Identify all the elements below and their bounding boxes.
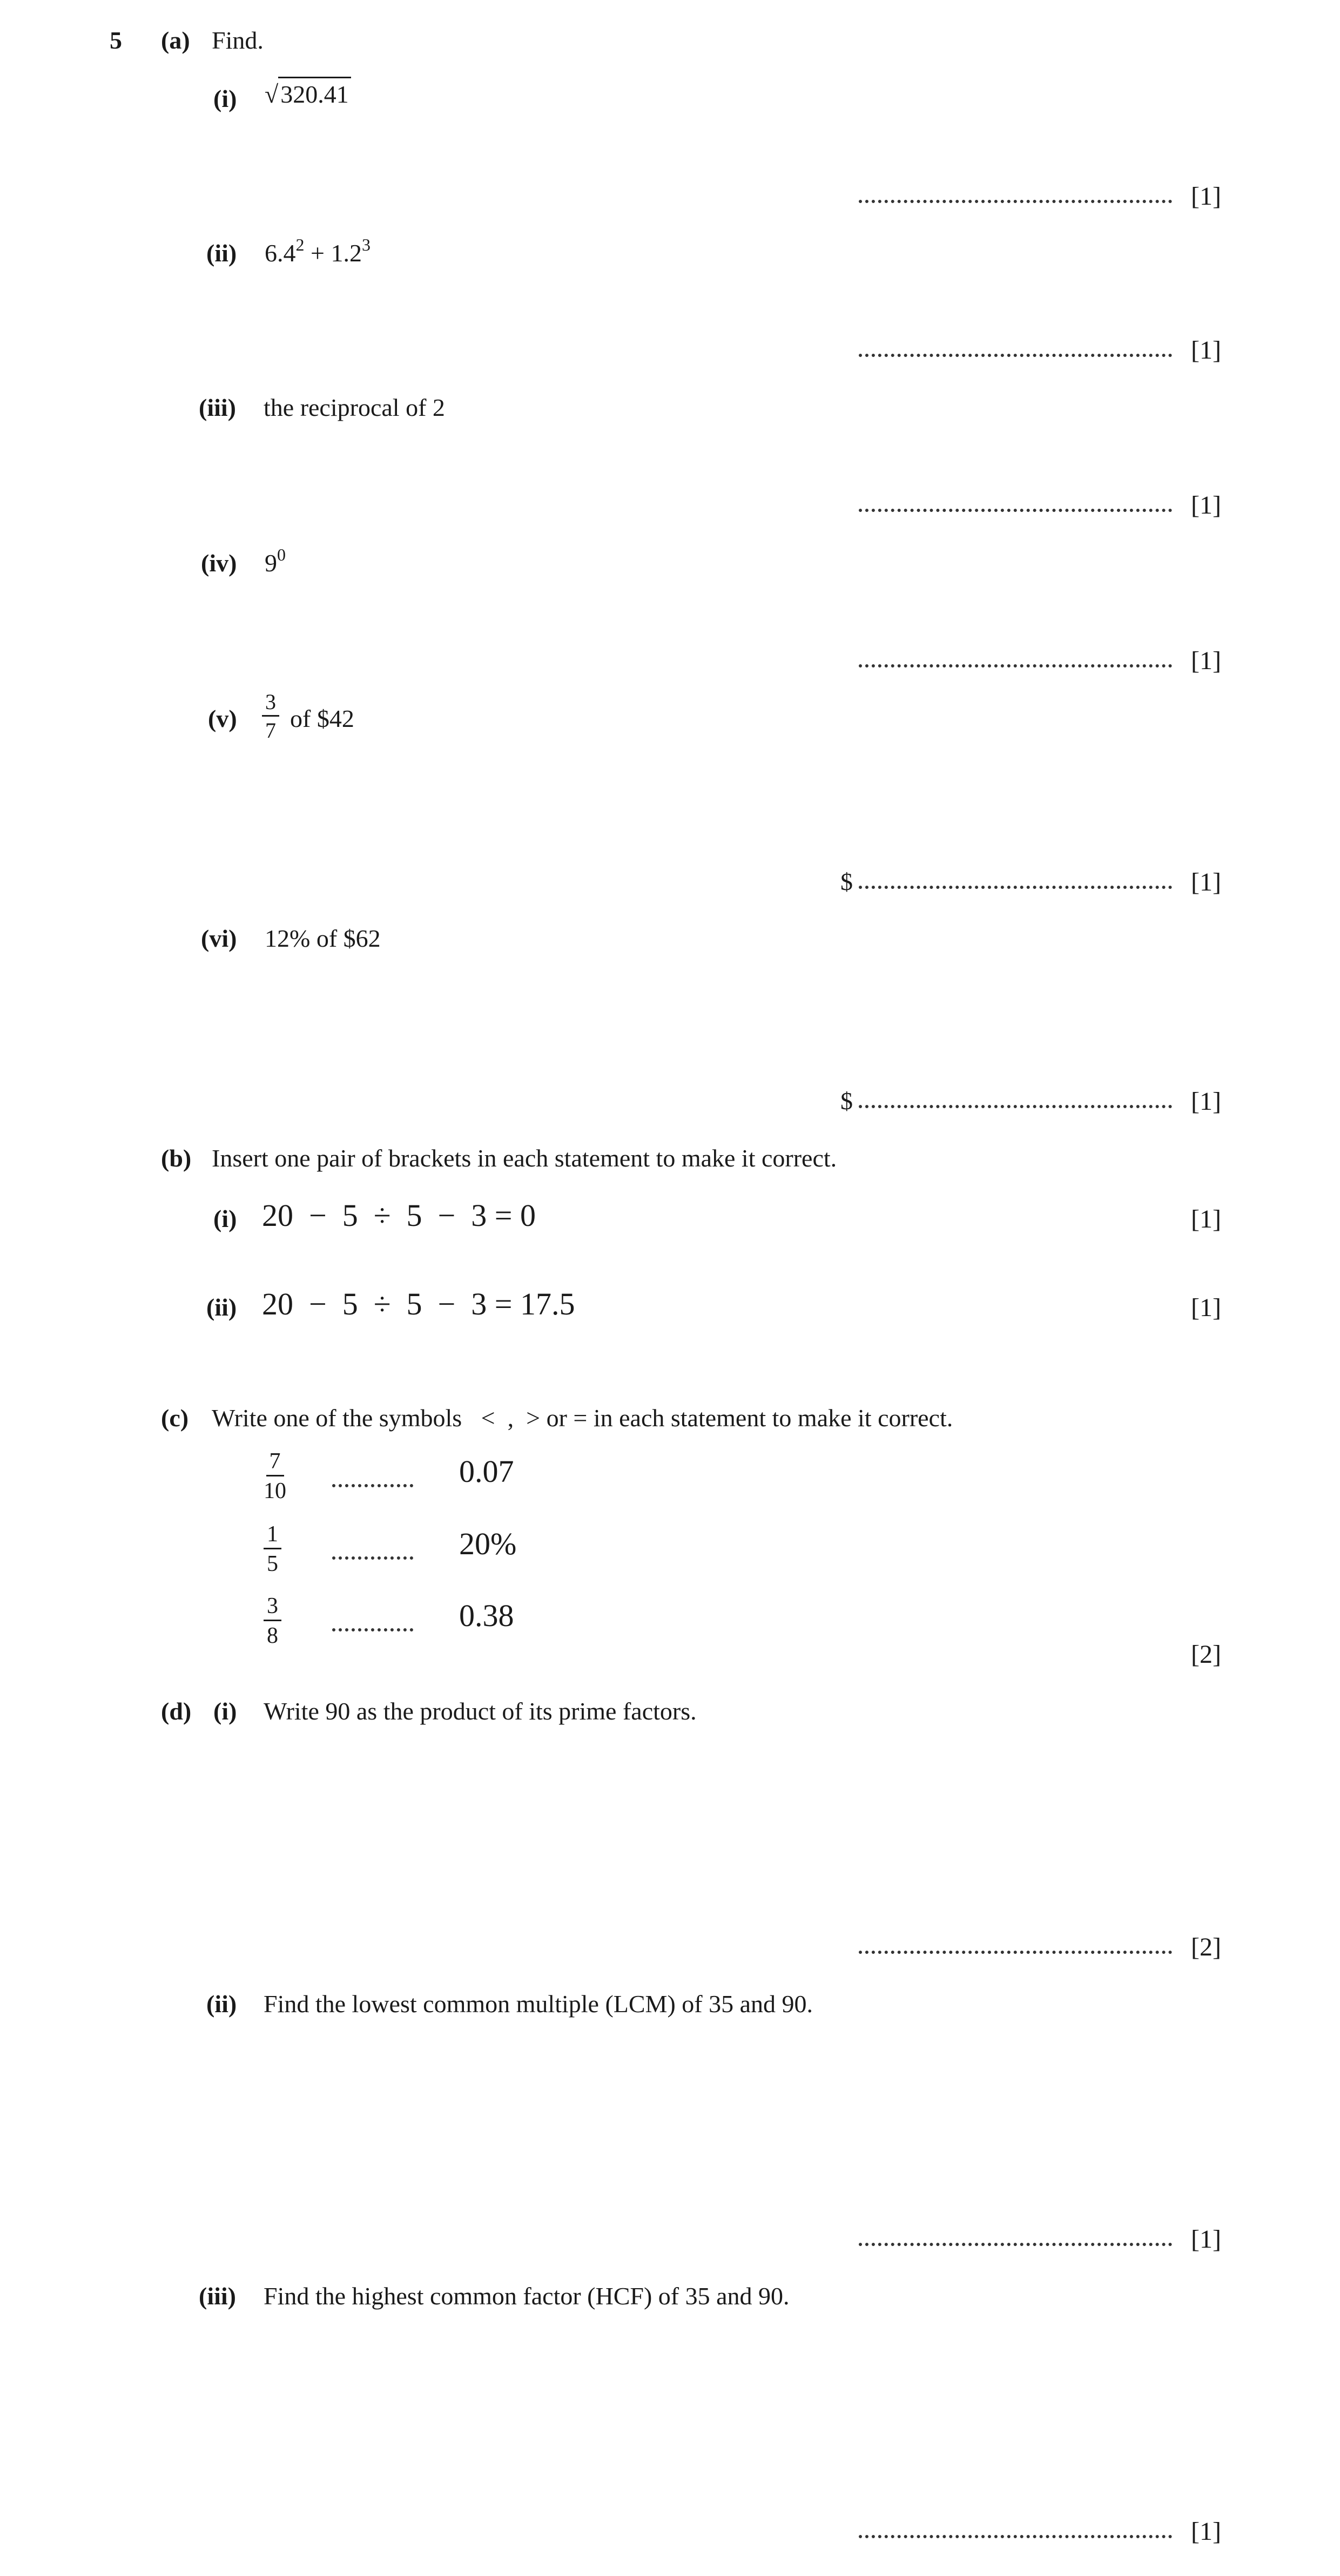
b-i-mark: [1]	[1191, 1205, 1221, 1233]
d-iii-answer-line[interactable]	[859, 2535, 1172, 2538]
a-iv-expression: $9^0$	[265, 545, 286, 577]
d-iii-label: (iii)	[199, 2282, 236, 2310]
d-ii-mark: [1]	[1191, 2225, 1221, 2254]
a-v-currency: $	[840, 868, 853, 895]
a-v-label: (v)	[208, 705, 237, 732]
a-vi-text: 12% of $62	[265, 925, 381, 952]
part-b-label: (b)	[161, 1144, 192, 1172]
a-ii-label: (ii)	[206, 239, 237, 267]
a-v-answer-line[interactable]	[859, 886, 1172, 889]
c-row1-fraction: $\frac{7}{10}$	[264, 1449, 286, 1503]
a-vi-label: (vi)	[201, 925, 237, 952]
a-i-mark: [1]	[1191, 182, 1221, 211]
a-i-label: (i)	[213, 85, 237, 112]
part-c-label: (c)	[161, 1404, 189, 1432]
c-row2-fraction: $\frac{1}{5}$	[264, 1523, 281, 1575]
symbols-list: < , >	[481, 1404, 541, 1432]
a-iii-answer-line[interactable]	[859, 509, 1172, 512]
d-i-answer-line[interactable]	[859, 1951, 1172, 1954]
a-v-text: of $42	[290, 705, 354, 732]
part-a-prompt: Find.	[212, 26, 264, 54]
question-number: 5	[110, 26, 122, 54]
square-root-icon: √	[265, 80, 279, 108]
a-vi-mark: [1]	[1191, 1087, 1221, 1116]
d-i-text: Write 90 as the product of its prime factors.	[264, 1697, 697, 1725]
d-ii-answer-line[interactable]	[859, 2243, 1172, 2246]
c-row3-fraction: $\frac{3}{8}$	[264, 1595, 281, 1647]
b-i-expression: 20 − 5 ÷ 5 − 3 = 0	[262, 1198, 536, 1233]
c-row3-value: 0.38	[459, 1598, 514, 1633]
part-b-prompt: Insert one pair of brackets in each statement to make it correct.	[212, 1144, 837, 1172]
c-row2-value: 20%	[459, 1526, 517, 1561]
d-i-mark: [2]	[1191, 1933, 1221, 1961]
a-vi-answer-line[interactable]	[859, 1105, 1172, 1108]
a-v-mark: [1]	[1191, 868, 1221, 896]
c-row1-answer[interactable]	[332, 1484, 413, 1487]
b-ii-mark: [1]	[1191, 1293, 1221, 1322]
a-iv-label: (iv)	[201, 549, 237, 577]
a-iii-text: the reciprocal of 2	[264, 394, 445, 421]
d-ii-text: Find the lowest common multiple (LCM) of 35 and 90.	[264, 1990, 813, 2018]
a-iv-mark: [1]	[1191, 646, 1221, 675]
c-row3-answer[interactable]	[332, 1628, 413, 1631]
a-ii-answer-line[interactable]	[859, 354, 1172, 357]
a-i-expression	[265, 82, 351, 107]
a-ii-expression: $6.4^2 + 1.2^3$	[265, 235, 371, 267]
d-ii-label: (ii)	[206, 1990, 237, 2018]
a-i-answer-line[interactable]	[859, 200, 1172, 203]
b-ii-expression: 20 − 5 ÷ 5 − 3 = 17.5	[262, 1286, 575, 1321]
part-d-label: (d)	[161, 1697, 192, 1725]
c-mark: [2]	[1191, 1640, 1221, 1669]
d-i-label: (i)	[213, 1697, 237, 1725]
part-a-label: (a)	[161, 26, 190, 54]
c-row1-value: 0.07	[459, 1454, 514, 1489]
b-ii-label: (ii)	[206, 1293, 237, 1321]
a-v-fraction: $\frac{3}{7}$	[262, 691, 279, 741]
a-ii-mark: [1]	[1191, 336, 1221, 365]
b-i-label: (i)	[213, 1205, 237, 1232]
c-row2-answer[interactable]	[332, 1556, 413, 1560]
a-iii-mark: [1]	[1191, 491, 1221, 520]
d-iii-mark: [1]	[1191, 2517, 1221, 2546]
a-iv-answer-line[interactable]	[859, 664, 1172, 667]
a-i-radicand: 320.41	[278, 77, 351, 108]
d-iii-text: Find the highest common factor (HCF) of 35 and 90.	[264, 2282, 790, 2310]
a-vi-currency: $	[840, 1087, 853, 1115]
a-iii-label: (iii)	[199, 394, 236, 421]
part-c-prompt: Write one of the symbols < , > or = in each statement to make it correct.	[212, 1404, 953, 1432]
